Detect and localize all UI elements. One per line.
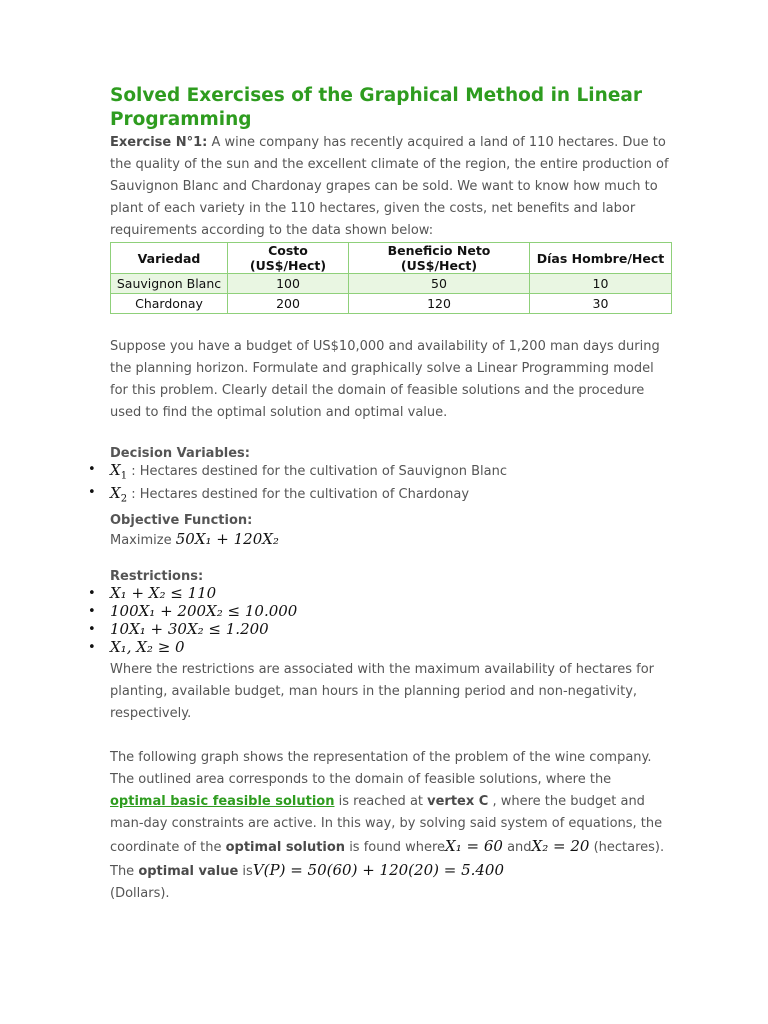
table-row [111,294,672,314]
optimal-value-label: optimal value [138,864,239,880]
var-symbol: X [110,483,121,502]
graph-text: and [507,840,532,856]
data-table [110,242,672,314]
document-body [88,84,670,905]
exercise-label: Exercise N°1: [110,135,208,150]
objective-line [110,529,670,551]
table-cell: 120 [349,294,530,314]
vertex-label: vertex C [427,794,489,810]
restriction-expression: 10X₁ + 30X₂ ≤ 1.200 [110,620,269,639]
list-item: • 10X₁ + 30X₂ ≤ 1.200 [88,620,269,639]
table-header-row [111,243,672,274]
decision-heading: Decision Variables: [110,446,250,461]
restriction-expression: X₁, X₂ ≥ 0 [110,638,185,657]
x1-solution: X₁ = 60 [445,837,503,856]
graph-text: is reached at [334,794,428,810]
graph-text: is [238,864,253,880]
graph-text: is found where [345,840,446,856]
optimal-basic-feasible-solution-link[interactable]: optimal basic feasible solution [110,794,335,810]
list-item: • $X_1$ : Hectares destined for the cultivation of Sauvignon Blanc [88,461,508,482]
graph-text: The following graph shows the representation of the problem of the wine company. The outlined area corresponds to the domain of feasible solutions, where the [110,750,652,788]
optimal-solution-label: optimal solution [225,840,346,856]
table-cell: Sauvignon Blanc [111,274,228,294]
restrictions-heading: Restrictions: [110,569,204,585]
var-subscript: 2 [120,493,128,505]
table-cell: 100 [228,274,349,294]
restriction-expression: 100X₁ + 200X₂ ≤ 10.000 [110,602,298,621]
graph-paragraph [110,747,670,905]
list-item: • $X_2$ : Hectares destined for the cultivation of Chardonay [88,483,470,505]
list-item: • X₁ + X₂ ≤ 110 [88,584,217,603]
table-cell: 200 [228,294,349,314]
intro-paragraph [110,132,670,242]
x2-solution: X₂ = 20 [531,837,590,856]
intro-text: A wine company has recently acquired a land of 110 hectares. Due to the quality of the sun and the excellent climate of the region, the entire production of Sauvignon Blanc and Chardonay grapes can be sold. We want to know how much to plant of each variety in the 110 hectares, given the costs, net benefits and labor requirements according to the data shown below: [110,135,669,238]
table-cell: 50 [349,274,530,294]
table-header: Variedad [111,243,228,274]
var-description: : Hectares destined for the cultivation of Chardonay [131,486,470,502]
value-expression: V(P) = 50(60) + 120(20) = 5.400 [252,861,505,880]
list-item: • X₁, X₂ ≥ 0 [88,638,185,657]
list-item: • 100X₁ + 200X₂ ≤ 10.000 [88,602,298,621]
budget-paragraph: Suppose you have a budget of US$10,000 and availability of 1,200 man days during the planning horizon. Formulate and graphically solve a Linear Programming model for this problem. Clearly detail the domain of feasible solutions and the procedure used to find the optimal solution and optimal value. [110,339,660,420]
graph-text: (Dollars). [110,886,170,902]
graph-text: , where the budget and man-day constraints are active. In this way, by solving said system of equations, the coordinate of the [110,794,663,856]
decision-list [88,461,670,507]
table-cell: Chardonay [111,294,228,314]
table-header: Beneficio Neto (US$/Hect) [349,243,530,274]
var-description: : Hectares destined for the cultivation of Sauvignon Blanc [131,464,508,479]
table-cell: 10 [530,274,672,294]
objective-expression: 50X₁ + 120X₂ [175,530,279,549]
objective-heading: Objective Function: [110,513,253,529]
var-symbol: X [110,461,121,479]
table-row [111,274,672,294]
maximize-label: Maximize [110,533,172,549]
var-subscript: 1 [120,470,128,482]
restrictions-list [88,584,670,657]
table-header: Días Hombre/Hect [530,243,672,274]
graph-text: (hectares). The [110,840,665,880]
page-title: Solved Exercises of the Graphical Method in Linear Programming [110,85,642,130]
restrictions-paragraph: Where the restrictions are associated with the maximum availability of hectares for planting, available budget, man hours in the planning period and non-negativity, respectively. [110,662,655,722]
restriction-expression: X₁ + X₂ ≤ 110 [110,584,217,603]
table-header: Costo (US$/Hect) [228,243,349,274]
table-cell: 30 [530,294,672,314]
